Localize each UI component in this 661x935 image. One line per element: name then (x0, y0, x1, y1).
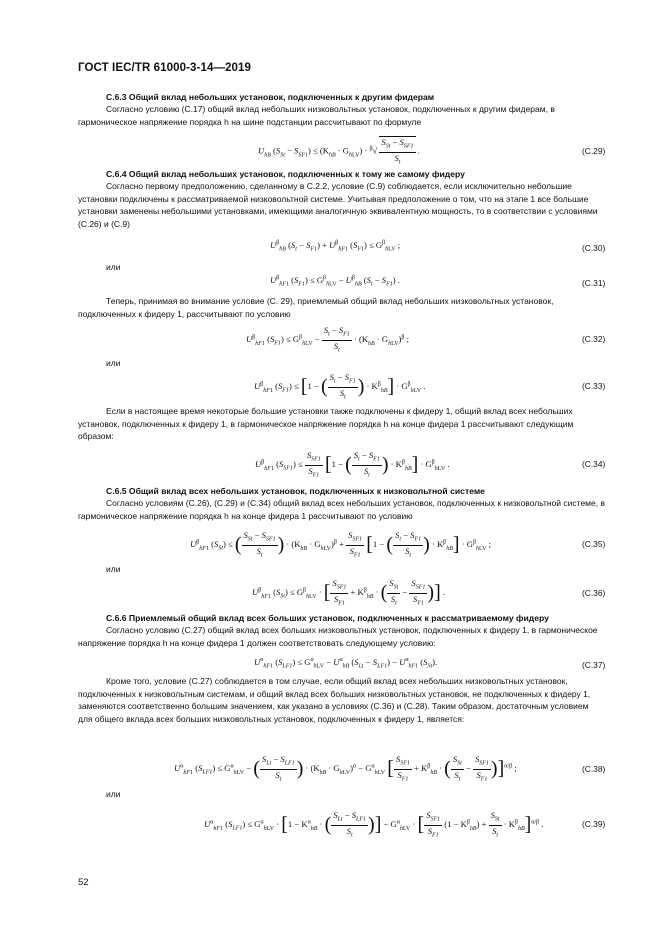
paragraph-c64-3: Если в настоящее время некоторые большие установки также подключены к фидеру 1, общий вклад всех небольших установок, подключенных к фидеру 1, в гармоническое напряжение порядка h на конце фидера 1 рассчитывают следующим образом: (78, 406, 574, 442)
formula-c39: $U^\alpha_{hF1}$ $(S_{LF1}) \le G^\alpha_{hLV} \cdot [1 - K^\alpha_{hB}$ · ( $\frac{S_{Lt} - S_{LF1}}{S_t}$ )] − $G^\alpha_{hLV}$ · [ $\frac{S_{SF1}}{S_{F1}}$ $(1 - K^\beta_{hB})$ + $\frac{S_{St}}{S_t}$ · $K^\beta_{hB}]^{\alpha/\beta}$ . (204, 810, 544, 839)
equation-number-c35: (С.35) (582, 539, 606, 549)
equation-number-c36: (С.36) (582, 588, 606, 598)
formula-c29: $U_{hB}$ $(S_{St} - S_{SF1}) \le (K_{hB} \cdot G_{hLV}) \cdot ^\beta√$ $\frac{S_{St} - S_{SF1}}{S_t}$ . (258, 137, 420, 166)
equation-number-c33: (С.33) (582, 381, 606, 391)
formula-c36: $U^\beta_{hF1}$ $(S_{St}) \le G^\beta_{hLV}$ · [ $\frac{S_{SF1}}{S_{F1}}$ + $K^\beta_{hB}$ · ( $\frac{S_{St}}{S_t}$ − $\frac{S_{SF1}}{S_{F1}}$ )] . (252, 578, 446, 607)
paragraph-c64-2: Теперь, принимая во внимание условие (С. 29), приемлемый общий вклад небольших низковольтных установок, подключенных к фидеру 1, рассчитывают по условию (78, 296, 554, 319)
section-heading-c63: С.6.3 Общий вклад небольших установок, подключенных к другим фидерам (106, 92, 435, 102)
formula-c35: $U^\beta_{hF1}$ $(S_{St})$ ≤ ( $\frac{S_{St} - S_{SF1}}{S_t}$ ) · $(K_{hB} \cdot G_{hLV})^\beta$ + $\frac{S_{SF1}}{S_{F1}}$ [1 − ( $\frac{S_t - S_{F1}}{S_t}$ ) · $K^\beta_{hB}] \cdot G^\beta_{hLV}$ ; (190, 530, 491, 559)
section-heading-c65: С.6.5 Общий вклад всех небольших установок, подключенных к низковольтной системе (106, 486, 485, 496)
section-heading-c66: С.6.6 Приемлемый общий вклад всех больших установок, подключенных к рассматриваемому фидеру (106, 613, 549, 623)
paragraph-c63-intro: Согласно условию (С.17) общий вклад небольших низковольтных установок, подключенных к другим фидерам, в гармоническое напряжение порядка h на шине подстанции рассчитывают по формуле (78, 104, 555, 127)
formula-c38: $U^\alpha_{hF1}$ $(S_{LF1}) \le G^\alpha_{hLV}$ − ( $\frac{S_{Lt} - S_{LF1}}{S_t}$ ) · $(K_{hB} \cdot G_{hLV})^\alpha - G^\alpha_{hLV}$ [ $\frac{S_{SF1}}{S_{F1}}$ + $K^\beta_{hB}$ · ( $\frac{S_{St}}{S_t}$ − $\frac{S_{SF1}}{S_{F1}}$ )]$^{\alpha/\beta}$ ; (174, 754, 517, 783)
formula-c37: $U^\alpha_{hF1}$ $(S_{LF1}) \le G^\alpha_{hLV} - U^\alpha_{hB}$ $(S_{Lt} - S_{LF1}) - U^\alpha_{hF1}$ $(S_{St})$. (254, 657, 438, 670)
equation-number-c38: (С.38) (582, 764, 606, 774)
equation-number-c30: (С.30) (582, 243, 606, 253)
section-heading-c64: С.6.4 Общий вклад небольших установок, подключенных к тому же самому фидеру (106, 169, 465, 179)
text-or: или (106, 564, 121, 574)
formula-c33: $U^\beta_{hF1}$ $(S_{F1}) \le [1$ − ( $\frac{S_t - S_{F1}}{S_t}$ ) · $K^\beta_{hB}] \cdot G^\beta_{hLV}$ . (254, 372, 426, 401)
text-or: или (106, 789, 121, 799)
equation-number-c39: (С.39) (582, 819, 606, 829)
paragraph-c64-intro: Согласно первому предположению, сделанному в С.2.2, условие (С.9) соблюдается, если исключительно небольшие установки подключены к рассматриваемой низковольтной системе. Учитывая предположение о том, что на этапе 1 все большие установки заменены небольшими установками, имеющими аналогичную эквивалентную мощность, то в соответствии с условиями (С.26) и (С.9) (78, 181, 598, 229)
text-or: или (106, 358, 121, 368)
text-or: или (106, 262, 121, 272)
document-header: ГОСТ IEC/TR 61000-3-14—2019 (78, 62, 252, 74)
formula-c32: $U^\beta_{hF1}$ $(S_{F1}) \le G^\beta_{hLV}$ − $\frac{S_t - S_{F1}}{S_t}$ · $(K_{hB} \cdot G_{hLV})^\beta$ ; (246, 325, 410, 354)
equation-number-c34: (С.34) (582, 459, 606, 469)
equation-number-c32: (С.32) (582, 334, 606, 344)
equation-number-c37: (С.37) (582, 660, 606, 670)
paragraph-c66-2: Кроме того, условие (С.27) соблюдается в том случае, если общий вклад всех небольших низковольтных установок, подключенных к низковольтным системам, и общий вклад всех больших низковольтных установок, не подключенных к фидеру 1, заменяются соответственно большим значением, как указано в условиях (С.36) и (С.28). Таким образом, достаточным условием для общего вклада всех больших низковольтных установок, подключенных к фидеру 1, является: (78, 676, 591, 724)
paragraph-c66-intro: Согласно условию (С.27) общий вклад всех больших низковольтных установок, подключенных к фидеру 1, в гармоническое напряжение порядка h на конце фидера 1 должен соответствовать следующему условию: (78, 625, 598, 648)
page-number: 52 (78, 877, 89, 888)
formula-c34: $U^\beta_{hF1}$ $(S_{SF1})$ ≤ $\frac{S_{SF1}}{S_{F1}}$ [1 − ( $\frac{S_t - S_{F1}}{S_t}$ ) · $K^\beta_{hB}] \cdot G^\beta_{hLV}$ . (255, 450, 450, 479)
formula-c31: $U^\beta_{hF1}$ $(S_{F1}) \le G^\beta_{hLV} - U^\beta_{hB}$ $(S_t - S_{F1})$ . (270, 275, 400, 288)
equation-number-c31: (С.31) (582, 278, 606, 288)
formula-c30: $U^\beta_{hB}$ $(S_t - S_{F1}) + U^\beta_{hF1}$ $(S_{F1}) \le G^\beta_{hLV}$ ; (270, 240, 401, 253)
paragraph-c65-intro: Согласно условиям (С.26), (С.29) и (С.34) общий вклад всех небольших установок, подключенных к низковольтной системе, в гармоническое напряжение порядка h на конце фидера 1 рассчитывают по условию (78, 498, 605, 521)
equation-number-c29: (С.29) (582, 146, 606, 156)
